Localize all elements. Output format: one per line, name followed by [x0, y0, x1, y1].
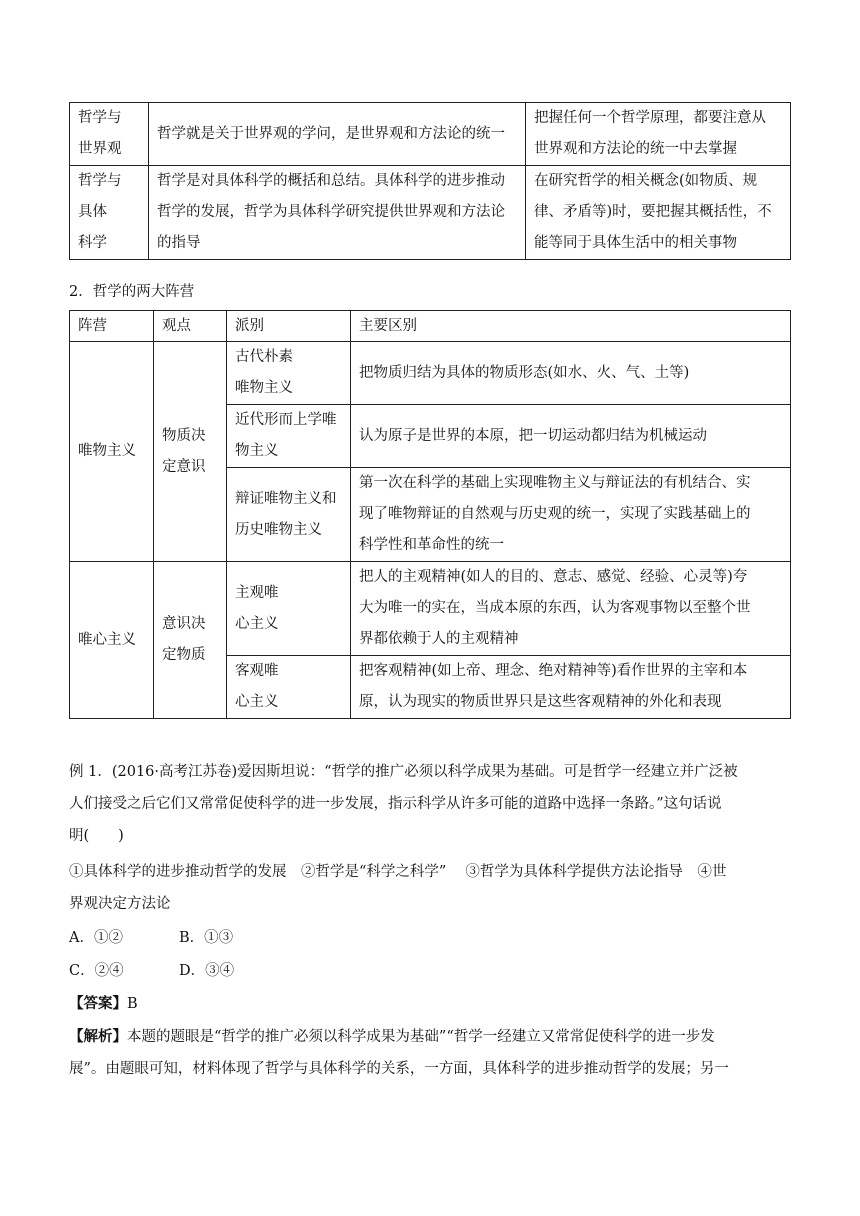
- table-cell-content: 哲学就是关于世界观的学问，是世界观和方法论的统一: [149, 103, 526, 166]
- analysis-label: 【解析】: [69, 1028, 127, 1045]
- table-row: [70, 166, 791, 260]
- table-row: [70, 562, 791, 656]
- camp-cell: 唯心主义: [70, 562, 154, 719]
- school-cell: 主观唯 心主义: [227, 562, 351, 656]
- difference-cell: 认为原子是世界的本原，把一切运动都归结为机械运动: [351, 405, 791, 468]
- philosophy-camps-table: [69, 310, 791, 719]
- analysis: 【解析】本题的题眼是“哲学的推广必须以科学成果为基础”“哲学一经建立又常常促使科学的进一步发 展”。由题眼可知，材料体现了哲学与具体科学的关系，一方面，具体科学的进步推动哲学的发展；另一: [69, 1028, 729, 1077]
- table-cell-topic: 哲学与 具体 科学: [70, 166, 149, 260]
- view-cell: 意识决 定物质: [154, 562, 227, 719]
- difference-cell: 把客观精神(如上帝、理念、绝对精神等)看作世界的主宰和本 原，认为现实的物质世界只是这些客观精神的外化和表现: [351, 656, 791, 719]
- header-difference: 主要区别: [351, 311, 791, 342]
- difference-cell: 把物质归结为具体的物质形态(如水、火、气、土等): [351, 342, 791, 405]
- section-title: 2．哲学的两大阵营: [69, 284, 195, 300]
- table-row: [70, 342, 791, 405]
- table-header-row: [70, 311, 791, 342]
- option-d: D．③④: [179, 963, 235, 979]
- school-cell: 客观唯 心主义: [227, 656, 351, 719]
- header-school: 派别: [227, 311, 351, 342]
- options-row: [69, 955, 289, 987]
- example-statements: ①具体科学的进步推动哲学的发展 ②哲学是“科学之科学” ③哲学为具体科学提供方法论指导 ④世 界观决定方法论: [69, 864, 727, 912]
- option-a: A．①②: [69, 930, 123, 946]
- school-cell: 近代形而上学唯 物主义: [227, 405, 351, 468]
- example-stem: 例 1．(2016·高考江苏卷)爱因斯坦说：“哲学的推广必须以科学成果为基础。可是哲学一经建立并广泛被 人们接受之后它们又常常促使科学的进一步发展，指示科学从许多可能的道路中选择一条路。”这句话说 明( ): [69, 764, 738, 844]
- table-cell-note: 把握任何一个哲学原理，都要注意从 世界观和方法论的统一中去掌握: [526, 103, 791, 166]
- table-row: [70, 103, 791, 166]
- answer-label: 【答案】: [69, 995, 127, 1012]
- school-cell: 古代朴素 唯物主义: [227, 342, 351, 405]
- header-view: 观点: [154, 311, 227, 342]
- table-cell-topic: 哲学与 世界观: [70, 103, 149, 166]
- table-cell-note: 在研究哲学的相关概念(如物质、规 律、矛盾等)时，要把握其概括性，不 能等同于具体生活中的相关事物: [526, 166, 791, 260]
- camp-cell: 唯物主义: [70, 342, 154, 562]
- options-row: [69, 922, 289, 954]
- difference-cell: 第一次在科学的基础上实现唯物主义与辩证法的有机结合、实 现了唯物辩证的自然观与历史观的统一，实现了实践基础上的 科学性和革命性的统一: [351, 468, 791, 562]
- school-cell: 辩证唯物主义和 历史唯物主义: [227, 468, 351, 562]
- table-cell-content: 哲学是对具体科学的概括和总结。具体科学的进步推动 哲学的发展，哲学为具体科学研究提供世界观和方法论 的指导: [149, 166, 526, 260]
- option-b: B．①③: [179, 930, 234, 946]
- header-camp: 阵营: [70, 311, 154, 342]
- option-c: C．②④: [69, 963, 124, 979]
- view-cell: 物质决 定意识: [154, 342, 227, 562]
- philosophy-relations-table: [69, 102, 791, 260]
- difference-cell: 把人的主观精神(如人的目的、意志、感觉、经验、心灵等)夸 大为唯一的实在，当成本原的东西，认为客观事物以至整个世 界都依赖于人的主观精神: [351, 562, 791, 656]
- answer: [69, 988, 794, 1020]
- answer-value: B: [127, 996, 138, 1012]
